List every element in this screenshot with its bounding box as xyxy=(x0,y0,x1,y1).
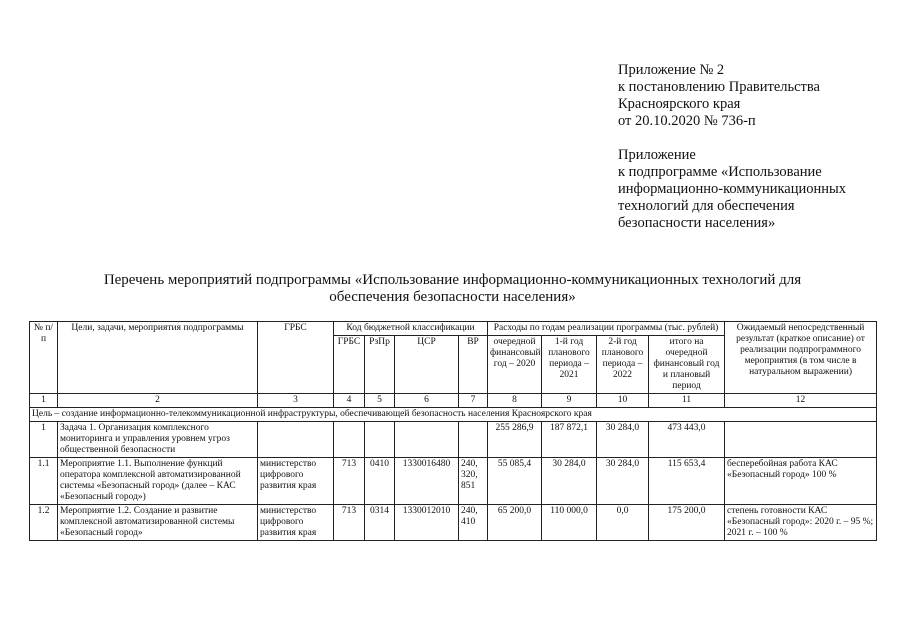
header-2020: очередной финансовый год – 2020 xyxy=(488,336,542,394)
row-name: Задача 1. Организация комплексного мониторинга и управления уровнем угроз общественной безопасности xyxy=(58,422,258,458)
row-2020: 55 085,4 xyxy=(488,458,542,505)
appendix-line: безопасности населения» xyxy=(618,215,776,231)
row-2022: 0,0 xyxy=(597,505,649,541)
row-2021: 110 000,0 xyxy=(542,505,597,541)
row-num: 1 xyxy=(30,422,58,458)
column-number: 5 xyxy=(365,394,395,408)
row-result: бесперебойная работа КАС «Безопасный город» 100 % xyxy=(725,458,877,505)
header-row xyxy=(30,322,877,336)
table-row xyxy=(30,458,877,505)
header-2021: 1-й год планового периода – 2021 xyxy=(542,336,597,394)
appendix-block xyxy=(618,62,846,232)
column-number: 9 xyxy=(542,394,597,408)
row-2021: 30 284,0 xyxy=(542,458,597,505)
appendix-line: Приложение № 2 xyxy=(618,62,725,78)
header-budget-code: Код бюджетной классификации xyxy=(334,322,488,336)
row-grbs-code: 713 xyxy=(334,505,365,541)
appendix-line: к постановлению Правительства xyxy=(618,79,820,95)
column-number: 3 xyxy=(258,394,334,408)
column-number: 8 xyxy=(488,394,542,408)
header-goals: Цели, задачи, мероприятия подпрограммы xyxy=(58,322,258,394)
header-expected: Ожидаемый непосредственный результат (краткое описание) от реализации подпрограммного мероприятия (в том числе в натуральном выражении) xyxy=(725,322,877,394)
row-rzpr xyxy=(365,422,395,458)
header-csr: ЦСР xyxy=(395,336,459,394)
header-2022: 2-й год планового периода – 2022 xyxy=(597,336,649,394)
goal-row xyxy=(30,408,877,422)
column-number: 10 xyxy=(597,394,649,408)
header-grbs-code: ГРБС xyxy=(334,336,365,394)
column-number: 4 xyxy=(334,394,365,408)
column-number: 6 xyxy=(395,394,459,408)
column-number-row xyxy=(30,394,877,408)
column-number: 11 xyxy=(649,394,725,408)
title-line: Перечень мероприятий подпрограммы «Использование информационно-коммуникационных технологий для xyxy=(103,272,802,288)
header-total: итого на очередной финансовый год и плановый период xyxy=(649,336,725,394)
appendix-line: к подпрограмме «Использование xyxy=(618,164,822,180)
row-2020: 255 286,9 xyxy=(488,422,542,458)
row-csr: 1330012010 xyxy=(395,505,459,541)
row-name: Мероприятие 1.1. Выполнение функций оператора комплексной автоматизированной системы «Безопасный город» (далее – КАС «Безопасный город») xyxy=(58,458,258,505)
appendix-line: технологий для обеспечения xyxy=(618,198,795,214)
row-rzpr: 0314 xyxy=(365,505,395,541)
column-number: 7 xyxy=(459,394,488,408)
row-vr: 240, 410 xyxy=(459,505,488,541)
header-vr: ВР xyxy=(459,336,488,394)
table-row xyxy=(30,505,877,541)
row-2022: 30 284,0 xyxy=(597,458,649,505)
column-number: 12 xyxy=(725,394,877,408)
header-expenses: Расходы по годам реализации программы (тыс. рублей) xyxy=(488,322,725,336)
row-total: 175 200,0 xyxy=(649,505,725,541)
row-rzpr: 0410 xyxy=(365,458,395,505)
row-result xyxy=(725,422,877,458)
row-name: Мероприятие 1.2. Создание и развитие комплексной автоматизированной системы «Безопасный город» xyxy=(58,505,258,541)
row-total: 473 443,0 xyxy=(649,422,725,458)
row-result: степень готовности КАС «Безопасный город»: 2020 г. – 95 %; 2021 г. – 100 % xyxy=(725,505,877,541)
appendix-line: Приложение xyxy=(618,147,696,163)
row-grbs xyxy=(258,422,334,458)
title-line: обеспечения безопасности населения» xyxy=(329,289,576,305)
row-vr: 240, 320, 851 xyxy=(459,458,488,505)
row-vr xyxy=(459,422,488,458)
header-grbs: ГРБС xyxy=(258,322,334,394)
row-csr: 1330016480 xyxy=(395,458,459,505)
document-title xyxy=(60,272,845,306)
row-2021: 187 872,1 xyxy=(542,422,597,458)
row-2020: 65 200,0 xyxy=(488,505,542,541)
row-grbs-code: 713 xyxy=(334,458,365,505)
row-grbs: министерство цифрового развития края xyxy=(258,505,334,541)
row-grbs: министерство цифрового развития края xyxy=(258,458,334,505)
row-csr xyxy=(395,422,459,458)
table-row xyxy=(30,422,877,458)
row-2022: 30 284,0 xyxy=(597,422,649,458)
appendix-line: от 20.10.2020 № 736-п xyxy=(618,113,756,129)
row-total: 115 653,4 xyxy=(649,458,725,505)
header-num: № п/п xyxy=(30,322,58,394)
row-grbs-code xyxy=(334,422,365,458)
appendix-line: информационно-коммуникационных xyxy=(618,181,847,197)
header-rzpr: РзПр xyxy=(365,336,395,394)
measures-table xyxy=(29,321,877,541)
goal-text: Цель – создание информационно-телекоммуникационной инфраструктуры, обеспечивающей безопасность населения Красноярского края xyxy=(30,408,877,422)
row-num: 1.1 xyxy=(30,458,58,505)
column-number: 2 xyxy=(58,394,258,408)
row-num: 1.2 xyxy=(30,505,58,541)
appendix-line: Красноярского края xyxy=(618,96,741,112)
column-number: 1 xyxy=(30,394,58,408)
